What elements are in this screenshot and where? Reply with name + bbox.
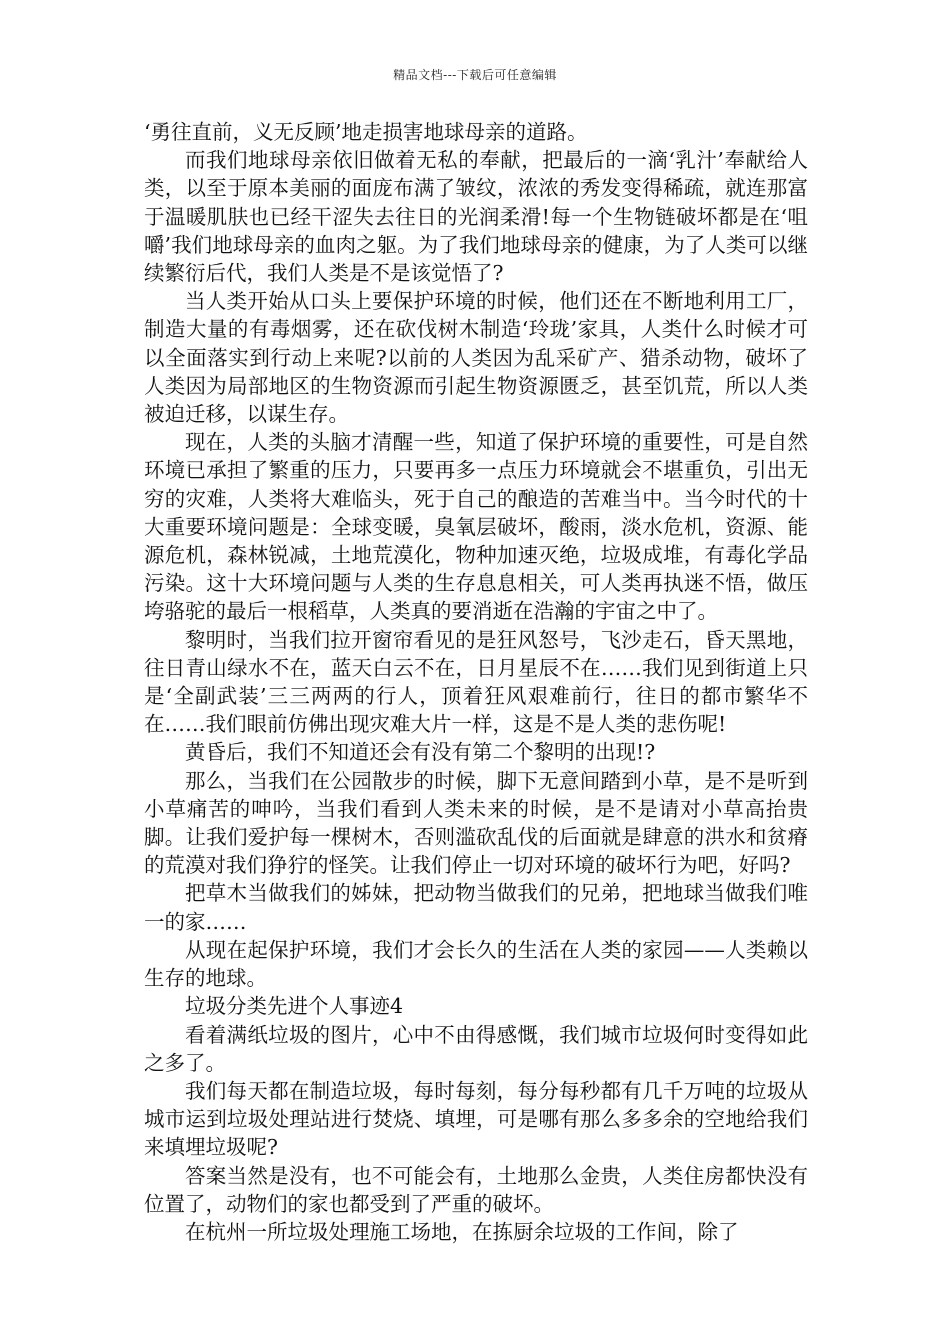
paragraph: ‘勇往直前，义无反顾’地走损害地球母亲的道路。 xyxy=(144,120,588,144)
paragraph: 在杭州一所垃圾处理施工场地，在拣厨余垃圾的工作间，除了 xyxy=(185,1219,739,1244)
paragraph: 那么，当我们在公园散步的时候，脚下无意间踏到小草，是不是听到小草痛苦的呻吟，当我们看到人类未来的时候，是不是请对小草高抬贵脚。让我们爱护每一棵树木，否则滥砍乱伐的后面就是肆意的洪水和贫瘠的荒漠对我们狰狞的怪笑。让我们停止一切对环境的破坏行为吧，好吗? xyxy=(144,768,808,878)
paragraph: 黄昏后，我们不知道还会有没有第二个黎明的出现!? xyxy=(185,740,656,765)
paragraph: 答案当然是没有，也不可能会有，土地那么金贵，人类住房都快没有位置了，动物们的家也都受到了严重的破坏。 xyxy=(144,1163,808,1216)
paragraph: 现在，人类的头脑才清醒一些，知道了保护环境的重要性，可是自然环境已承担了繁重的压力，只要再多一点压力环境就会不堪重负，引出无穷的灾难，人类将大难临头，死于自己的酿造的苦难当中。当今时代的十大重要环境问题是：全球变暖，臭氧层破坏，酸雨，淡水危机，资源、能源危机，森林锐减，土地荒漠化，物种加速灭绝，垃圾成堆，有毒化学品污染。这十大环境问题与人类的生存息息相关，可人类再执迷不悟，做压垮骆驼的最后一根稻草，人类真的要消逝在浩瀚的宇宙之中了。 xyxy=(144,430,808,624)
paragraph: 把草木当做我们的姊妹，把动物当做我们的兄弟，把地球当做我们唯一的家…… xyxy=(144,881,808,934)
paragraph: 看着满纸垃圾的图片，心中不由得感慨，我们城市垃圾何时变得如此之多了。 xyxy=(144,1022,808,1075)
document-body xyxy=(144,118,808,1246)
paragraph: 我们每天都在制造垃圾，每时每刻，每分每秒都有几千万吨的垃圾从城市运到垃圾处理站进行焚烧、填埋，可是哪有那么多多余的空地给我们来填埋垃圾呢? xyxy=(144,1078,808,1160)
paragraph: 当人类开始从口头上要保护环境的时候，他们还在不断地利用工厂，制造大量的有毒烟雾，还在砍伐树木制造‘玲珑’家具，人类什么时候才可以全面落实到行动上来呢?以前的人类因为乱采矿产、猎杀动物，破坏了人类因为局部地区的生物资源而引起生物资源匮乏，甚至饥荒，所以人类被迫迁移，以谋生存。 xyxy=(144,289,808,427)
paragraph: 黎明时，当我们拉开窗帘看见的是狂风怒号，飞沙走石，昏天黑地，往日青山绿水不在，蓝天白云不在，日月星辰不在……我们见到街道上只是‘全副武装’三三两两的行人，顶着狂风艰难前行，往日的都市繁华不在……我们眼前仿佛出现灾难大片一样，这是不是人类的悲伤呢! xyxy=(144,627,808,737)
paragraph: 从现在起保护环境，我们才会长久的生活在人类的家园——人类赖以生存的地球。 xyxy=(144,937,808,991)
section-heading: 垃圾分类先进个人事迹4 xyxy=(185,994,404,1019)
paragraph: 而我们地球母亲依旧做着无私的奉献，把最后的一滴‘乳汁’奉献给人类，以至于原本美丽的面庞布满了皱纹，浓浓的秀发变得稀疏，就连那富于温暖肌肤也已经干涩失去往日的光润柔滑!每一个生物链破坏都是在‘咀嚼’我们地球母亲的血肉之躯。为了我们地球母亲的健康，为了人类可以继续繁衍后代，我们人类是不是该觉悟了? xyxy=(144,148,808,286)
page-header: 精品文档---下载后可任意编辑 xyxy=(393,68,557,82)
